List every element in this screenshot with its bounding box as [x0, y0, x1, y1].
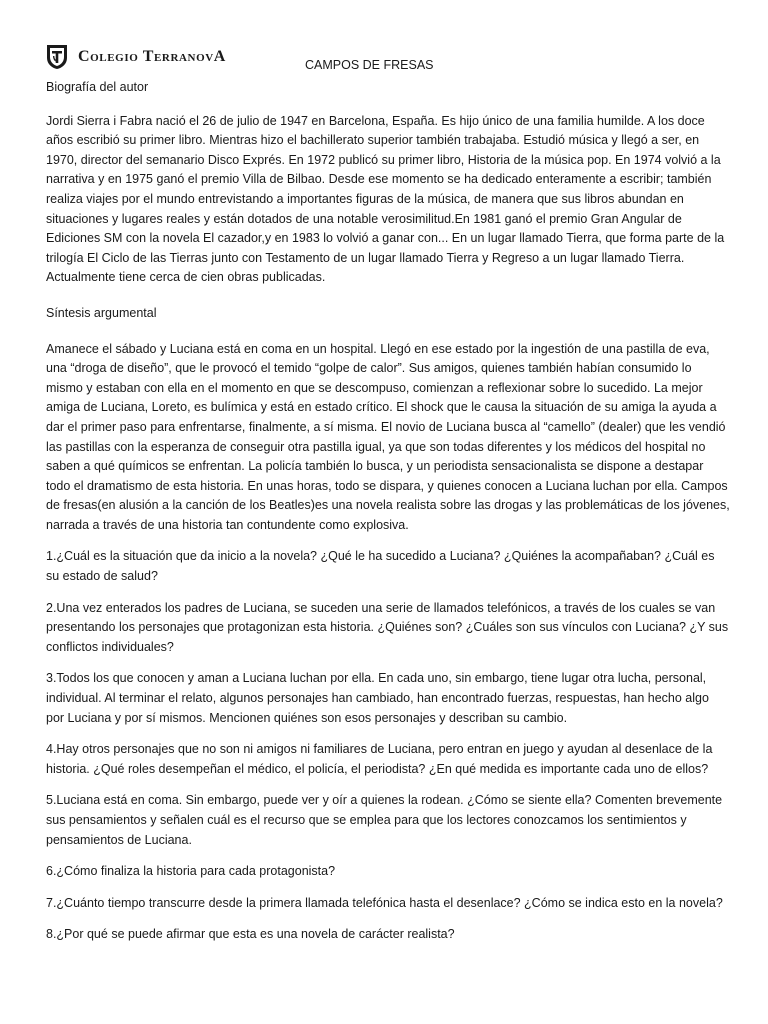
question-6: 6.¿Cómo finaliza la historia para cada protagonista?	[46, 864, 336, 879]
biography-heading: Biografía del autor	[46, 80, 149, 94]
school-shield-logo-icon	[46, 44, 68, 70]
question-1: 1.¿Cuál es la situación que da inicio a la novela? ¿Qué le ha sucedido a Luciana? ¿Quiénes la acompañaban? ¿Cuál es su estado de salud?	[46, 549, 715, 584]
question-3: 3.Todos los que conocen y aman a Luciana luchan por ella. En cada uno, sin embargo, tiene lugar otra lucha, personal, individual. Al terminar el relato, algunos personajes han cambiado, han encontrado fuerzas, respuestas, han hecho algo por Luciana y por sí mismos. Mencionen quiénes son esos personajes y describan su cambio.	[46, 671, 709, 725]
question-4: 4.Hay otros personajes que no son ni amigos ni familiares de Luciana, pero entran en juego y ayudan al desenlace de la historia. ¿Qué roles desempeñan el médico, el policía, el periodista? ¿En qué medida es importante cada uno de ellos?	[46, 742, 713, 776]
document-title: CAMPOS DE FRESAS	[305, 58, 434, 72]
document-body	[46, 78, 730, 945]
question-8: 8.¿Por qué se puede afirmar que esta es una novela de carácter realista?	[46, 927, 455, 942]
question-7: 7.¿Cuánto tiempo transcurre desde la primera llamada telefónica hasta el desenlace? ¿Cómo se indica esto en la novela?	[46, 895, 723, 910]
synopsis-paragraph: Amanece el sábado y Luciana está en coma en un hospital. Llegó en ese estado por la ingestión de una pastilla de eva, una “droga de diseño”, que le provocó el temido “golpe de calor”. Sus amigos, quienes también habían consumido lo mismo y estaban con ella en el momento en que se descompuso, comienzan a reflexionar sobre lo sucedido. La mejor amiga de Luciana, Loreto, es bulímica y está en estado crítico. El shock que le causa la situación de su amiga la ayuda a dar el primer paso para enfrentarse, finalmente, a sí misma. El novio de Luciana busca al “camello” (dealer) que les vendió las pastillas con la esperanza de conseguir otra pastilla igual, ya que son todas diferentes y los médicos del hospital no saben a qué químicos se enfrentan. La policía también lo busca, y un periodista sensacionalista se dispone a destapar todo el dramatismo de esta historia. En unas horas, todo se dispara, y quienes conocen a Luciana luchan por ella. Campos de fresas(en alusión a la canción de los Beatles)es una novela realista sobre las drogas y las problemáticas de los jóvenes, narrada a través de una historia tan contundente como explosiva.	[46, 341, 730, 532]
biography-paragraph: Jordi Sierra i Fabra nació el 26 de julio de 1947 en Barcelona, España. Es hijo único de una familia humilde. A los doce años escribió su primer libro. Mientras hizo el bachillerato superior también trabajaba. Estudió música y llegó a ser, en 1970, director del semanario Disco Exprés. En 1972 publicó su primer libro, Historia de la música pop. En 1974 volvió a la narrativa y en 1975 ganó el premio Villa de Bilbao. Desde ese momento se ha dedicado enteramente a escribir; también realiza viajes por el mundo entrevistando a importantes figuras de la música, de manera que sus libros abundan en situaciones y lugares reales y están dotados de una notable verosimilitud.En 1981 ganó el premio Gran Angular de Ediciones SM con la novela El cazador,y en 1983 lo volvió a ganar con... En un lugar llamado Tierra, que forma parte de la trilogía El Ciclo de las Tierras junto con Testamento de un lugar llamado Tierra y Regreso a un lugar llamado Tierra. Actualmente tiene cerca de cien obras publicadas.	[46, 113, 725, 285]
question-5: 5.Luciana está en coma. Sin embargo, puede ver y oír a quienes la rodean. ¿Cómo se siente ella? Comenten brevemente sus pensamientos y señalen cuál es el recurso que se emplea para que los lectores conozcamos los sentimientos y pensamientos de Luciana.	[46, 793, 723, 847]
question-2: 2.Una vez enterados los padres de Luciana, se suceden una serie de llamados telefónicos, a través de los cuales se van presentando los personajes que protagonizan esta historia. ¿Quiénes son? ¿Cuáles son sus vínculos con Luciana? ¿Y sus conflictos individuales?	[46, 600, 729, 654]
synopsis-heading: Síntesis argumental	[46, 305, 157, 320]
school-name: Colegio TerranovA	[78, 48, 226, 65]
